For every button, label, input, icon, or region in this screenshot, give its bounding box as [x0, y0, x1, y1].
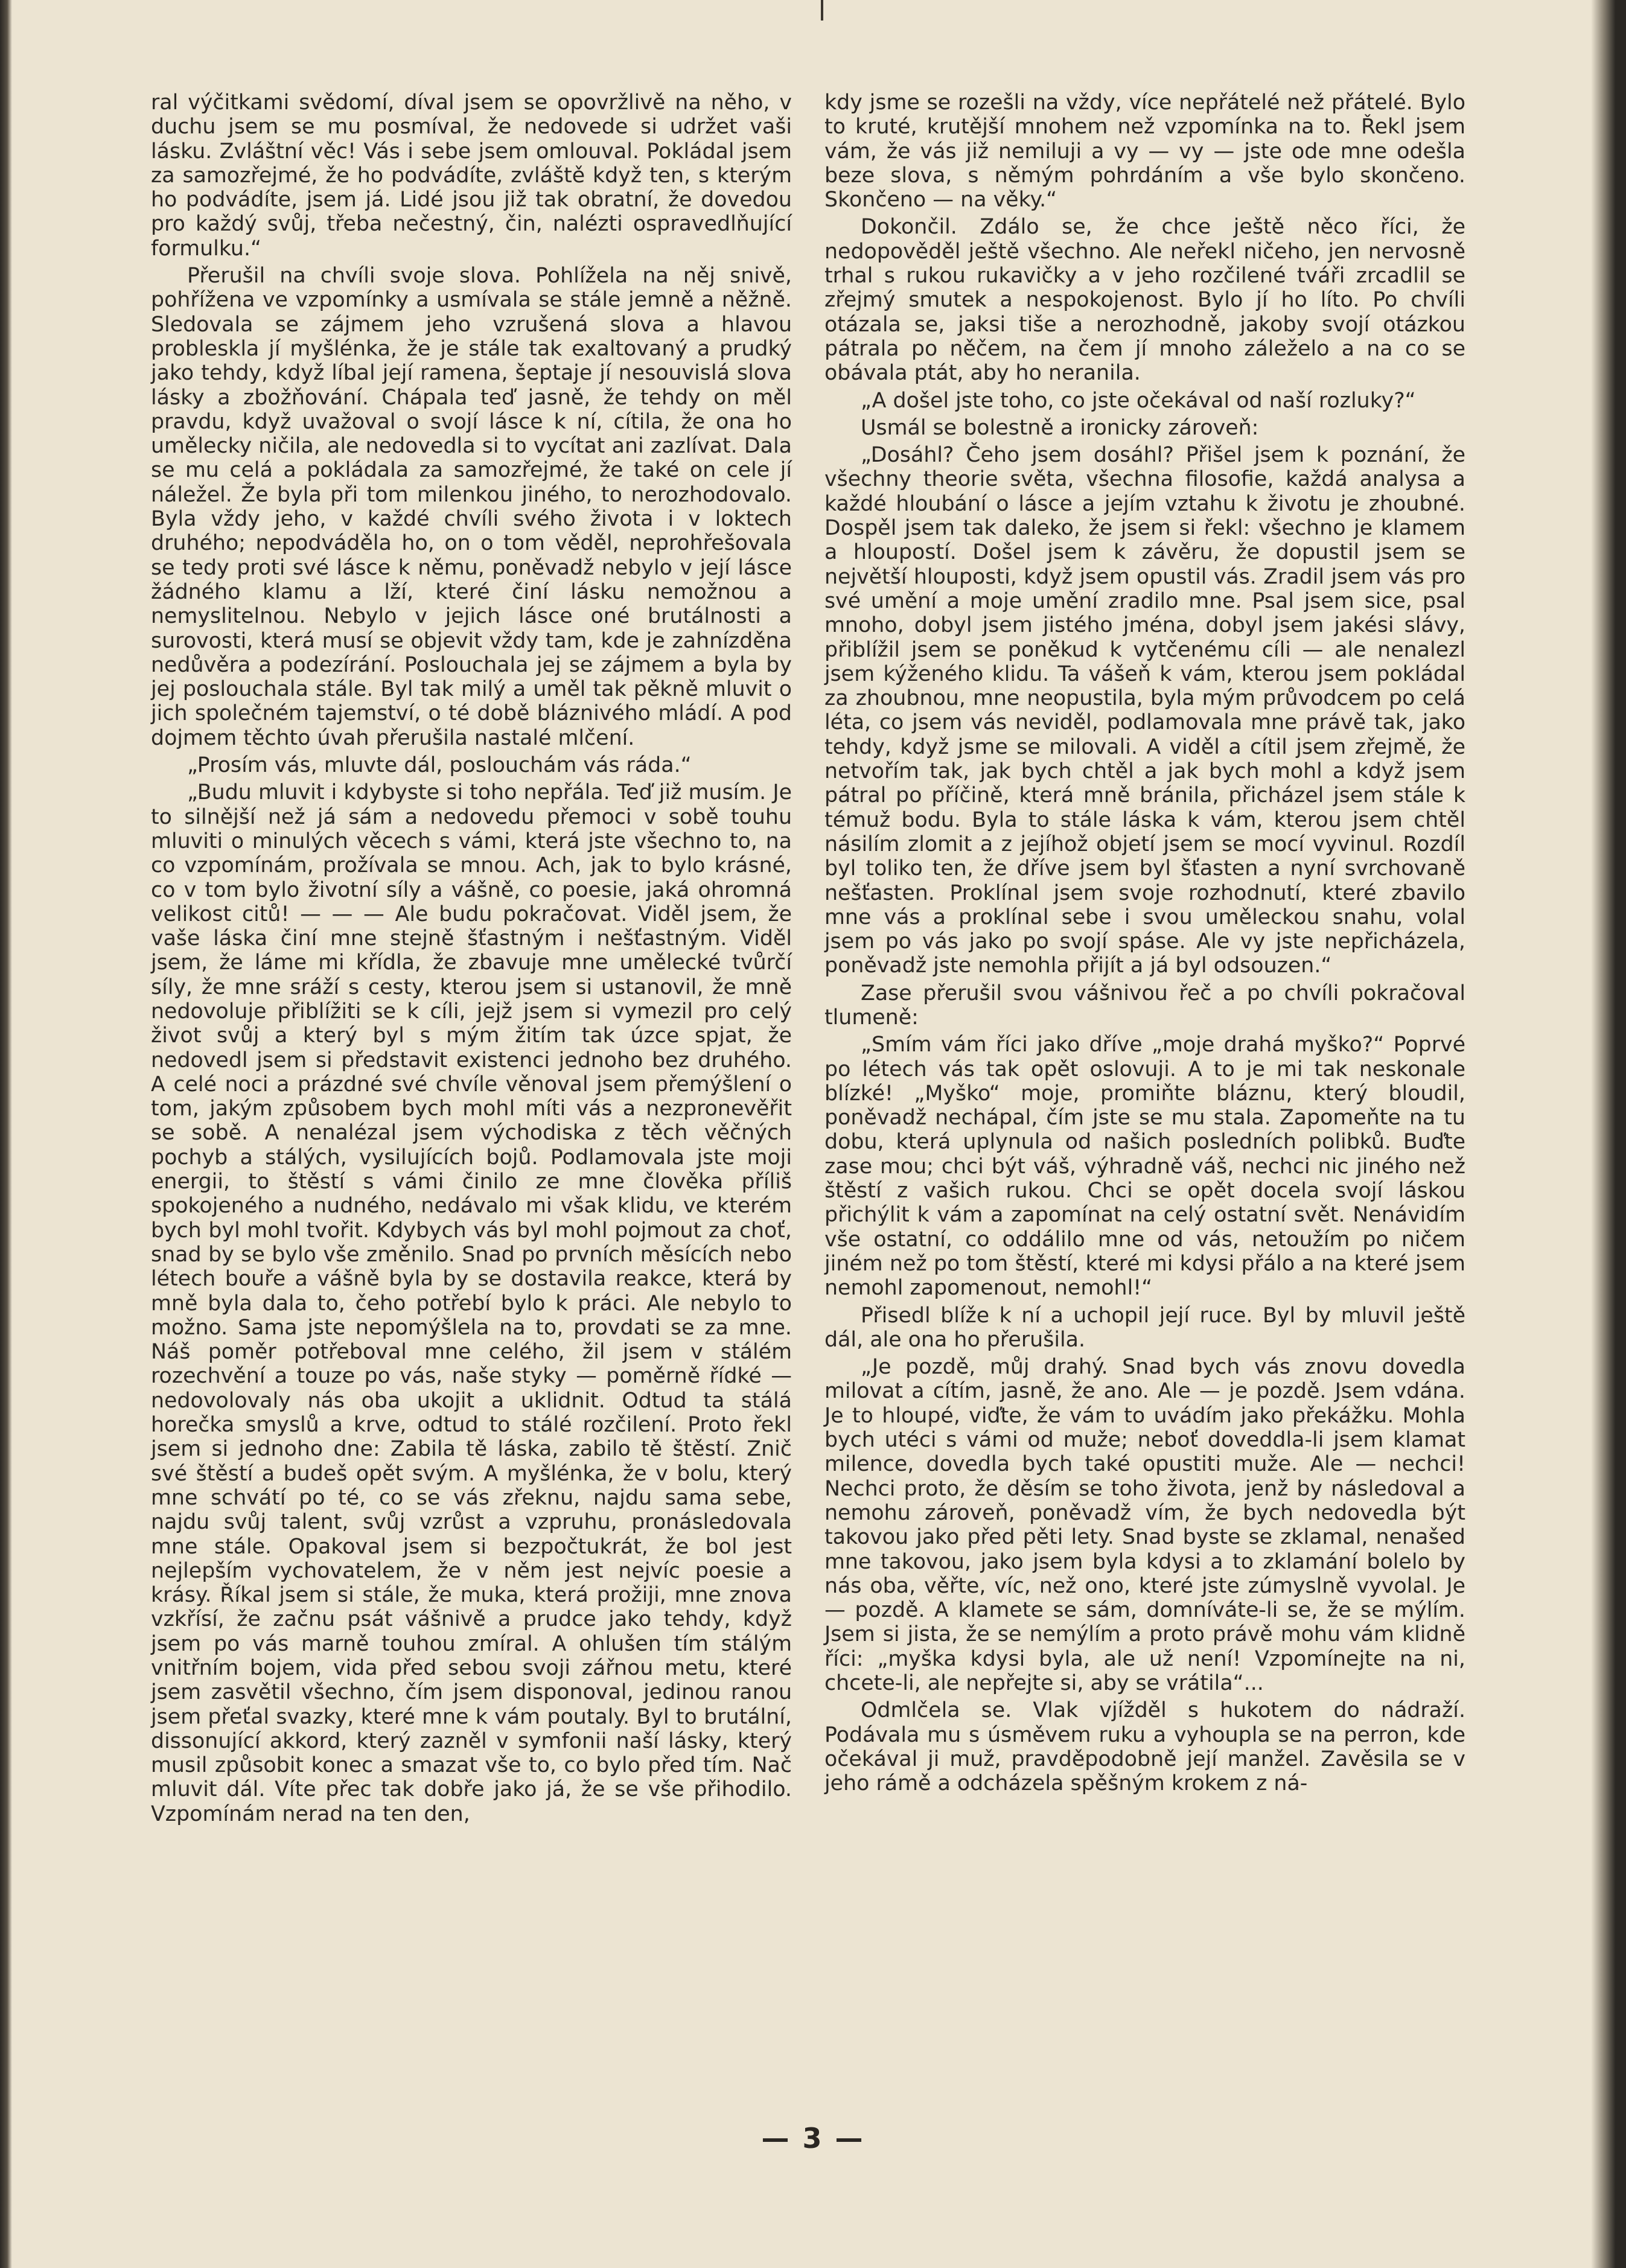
paragraph: „Je pozdě, můj drahý. Snad bych vás znovu dovedla milovat a cítím, jasně, že ano. Ale — je pozdě. Jsem vdána. Je to hloupé, viďte, že vám to uvádím jako překážku. Mohla bych utéci s vámi od muže; neboť doveddla-li jsem klamat milence, dovedla bych také opustiti muže. Ale — nechci! Nechci proto, že děsím se toho života, jenž by následoval a nemohu zároveň, poněvadž vím, že bych nedovedla být takovou jako před pěti lety. Snad byste se zklamal, nenašed mne takovou, jako jsem byla kdysi a to zklamání bolelo by nás oba, věřte, víc, než ono, které jste zúmyslně vyvolal. Je — pozdě. A klamete se sám, domníváte-li se, že se mýlím. Jsem si jista, že se nemýlím a proto právě mohu vám klidně říci: „myška kdysi byla, ale už není! Vzpomínejte na ni, chcete-li, ale nepřejte si, aby se vrátila“...: [824, 1355, 1465, 1695]
right-text-column: [824, 91, 1465, 1798]
paragraph: „Budu mluvit i kdybyste si toho nepřála. Teď již musím. Je to silnější než já sám a nedovedu přemoci v sobě touhu mluviti o minulých věcech s vámi, která jste všechno to, na co vzpomínám, prožívala se mnou. Ach, jak to bylo krásné, co v tom bylo životní síly a vášně, co poesie, jaká ohromná velikost citů! — — — Ale budu pokračovat. Viděl jsem, že vaše láska činí mne stejně šťastným i nešťastným. Viděl jsem, že láme mi křídla, že zbavuje mne umělecké tvůrčí síly, že mne sráží s cesty, kterou jsem si ustanovil, že mně nedovoluje přiblížiti se k cíli, jejž jsem si vymezil pro celý život svůj a který byl s mým žitím tak úzce spjat, že nedovedl jsem si představit existenci jednoho bez druhého. A celé noci a prázdné své chvíle věnoval jsem přemýšlení o tom, jakým způsobem bych mohl míti vás a nezpronevěřit se sobě. A nenalézal jsem východiska z těch věčných pochyb a stálých, vysilujících bojů. Podlamovala jste moji energii, to štěstí s vámi činilo ze mne člověka příliš spokojeného a nudného, nedávalo mi však klidu, ve kterém bych byl mohl tvořit. Kdybych vás byl mohl pojmout za choť, snad by se bylo vše změnilo. Snad po prvních měsících nebo létech bouře a vášně byla by se dostavila reakce, která by mně byla dala to, čeho potřebí bylo k práci. Ale nebylo to možno. Sama jste nepomýšlela na to, provdati se za mne. Náš poměr potřeboval mne celého, žil jsem v stálém rozechvění a touze po vás, naše styky — poměrně řídké — nedovolovaly nás oba ukojit a uklidnit. Odtud ta stálá horečka smyslů a krve, odtud to stálé rozčilení. Proto řekl jsem si jednoho dne: Zabila tě láska, zabilo tě štěstí. Znič své štěstí a budeš opět svým. A myšlénka, že v bolu, který mne schvátí po té, co se vás zřeknu, najdu sama sebe, najdu svůj talent, svůj vzrůst a vzpruhu, pronásledovala mne stále. Opakoval jsem si bezpočtukrát, že bol jest nejlepším vychovatelem, že v něm jest nejvíc poesie a krásy. Říkal jsem si stále, že muka, která prožiji, mne znova vzkřísí, že začnu psát vášnivě a prudce jako tehdy, když jsem po vás marně touhou zmíral. A ohlušen tím stálým vnitřním bojem, vida před sebou svoji zářnou metu, které jsem zasvětil všechno, čím jsem disponoval, jedinou ranou jsem přeťal svazky, které mne k vám poutaly. Byl to brutální, dissonující akkord, který zazněl v symfonii naší lásky, který musil způsobit konec a smazat vše to, co bylo před tím. Nač mluvit dál. Víte přec tak dobře jako já, že se vše přihodilo. Vzpomínám nerad na ten den,: [151, 780, 792, 1826]
left-text-column: [151, 91, 792, 1829]
page-number: — 3 —: [761, 2122, 865, 2155]
paragraph: Usmál se bolestně a ironicky zároveň:: [861, 415, 1259, 440]
paragraph: Přerušil na chvíli svoje slova. Pohlížela na něj snivě, pohřížena ve vzpomínky a usmívala se stále jemně a něžně. Sledovala se zájmem jeho vzrušená slova a hlavou probleskla jí myšlénka, že je stále tak exaltovaný a prudký jako tehdy, když líbal její ramena, šeptaje jí nesouvislá slova lásky a zbožňování. Chápala teď jasně, že tehdy on měl pravdu, když uvažoval o svojí lásce k ní, cítila, že ona ho umělecky ničila, ale nedovedla si to vycítat ani zazlívat. Dala se mu celá a pokládala za samozřejmé, že také on cele jí náležel. Že byla při tom milenkou jiného, to nerozhodovalo. Byla vždy jeho, v každé chvíli svého života i v loktech druhého; nepodváděla ho, on o tom věděl, neprohřešovala se tedy proti své lásce k němu, poněvadž nebylo v její lásce žádného klamu a lží, které činí lásku nemožnou a nemyslitelnou. Nebylo v jejich lásce oné brutálnosti a surovosti, která musí se objevit vždy tam, kde je zahnízděna nedůvěra a podezírání. Poslouchala jej se zájmem a byla by jej poslouchala stále. Byl tak milý a uměl tak pěkně mluvit o jich společném tajemství, o té době bláznivého mládí. A pod dojmem těchto úvah přerušila nastalé mlčení.: [151, 264, 792, 750]
paragraph: Přisedl blíže k ní a uchopil její ruce. Byl by mluvil ještě dál, ale ona ho přerušila.: [824, 1303, 1465, 1352]
paragraph: Dokončil. Zdálo se, že chce ještě něco říci, že nedopověděl ještě všechno. Ale neřekl ničeho, jen nervosně trhal s rukou rukavičky a v jeho rozčilené tváři zrcadlil se zřejmý smutek a nespokojenost. Bylo jí ho líto. Po chvíli otázala se, jaksi tiše a nerozhodně, jakoby svojí otázkou pátrala po něčem, na čem jí mnoho záleželo a na co se obávala ptát, aby ho neranila.: [824, 215, 1465, 386]
paragraph: kdy jsme se rozešli na vždy, více nepřátelé než přátelé. Bylo to kruté, krutější mnohem než vzpomínka na to. Řekl jsem vám, že vás již nemiluji a vy — vy — jste ode mne odešla beze slova, s němým pohrdáním a vše bylo skončeno. Skončeno — na věky.“: [824, 91, 1465, 212]
top-crop-mark: [821, 0, 823, 21]
paragraph: „Prosím vás, mluvte dál, poslouchám vás ráda.“: [187, 753, 692, 778]
paragraph: Odmlčela se. Vlak vjížděl s hukotem do nádraží. Podávala mu s úsměvem ruku a vyhoupla se na perron, kde očekával ji muž, pravděpodobně její manžel. Zavěsila se v jeho rámě a odcházela spěšným krokem z ná-: [824, 1698, 1465, 1796]
paragraph: „Dosáhl? Čeho jsem dosáhl? Přišel jsem k poznání, že všechny theorie světa, všechna filosofie, každá analysa a každé hloubání o lásce a jejím vztahu k životu je zhoubné. Dospěl jsem tak daleko, že jsem si řekl: všechno je klamem a hloupostí. Došel jsem k závěru, že dopustil jsem se největší hlouposti, když jsem opustil vás. Zradil jsem vás pro své umění a moje umění zradilo mne. Psal jsem sice, psal mnoho, dobyl jsem jistého jména, dobyl jsem jakési slávy, přiblížil jsem se poněkud k vytčenému cíli — ale nenalezl jsem kýženého klidu. Ta vášeň k vám, kterou jsem pokládal za zhoubnou, mne neopustila, byla mým průvodcem po celá léta, co jsem vás neviděl, podlamovala mne právě tak, jako tehdy, když jsme se milovali. A viděl a cítil jsem zřejmě, že netvořím tak, jak bych chtěl a jak bych mohl a když jsem pátral po příčině, která mně bránila, přicházel jsem stále k témuž bodu. Byla to stále láska k vám, kterou jsem chtěl násilím zlomit a z jejíhož objetí jsem se mocí vyvinul. Rozdíl byl toliko ten, že dříve jsem byl šťasten a nyní svrchovaně nešťasten. Proklínal jsem svoje rozhodnutí, které zbavilo mne vás a proklínal sebe i svou uměleckou snahu, volal jsem po vás jako po svojí spáse. Ale vy jste nepřicházela, poněvadž jste nemohla přijít a já byl odsouzen.“: [824, 443, 1465, 978]
paragraph: ral výčitkami svědomí, díval jsem se opovržlivě na něho, v duchu jsem se mu posmíval, že nedovede si udržet vaši lásku. Zvláštní věc! Vás i sebe jsem omlouval. Pokládal jsem za samozřejmé, že ho podvádíte, zvláště když ten, s kterým ho podvádíte, jsem já. Lidé jsou již tak obratní, že dovedou pro každý svůj, třeba nečestný, čin, nalézti ospravedlňující formulku.“: [151, 91, 792, 261]
paragraph: „Smím vám říci jako dříve „moje drahá myško?“ Poprvé po létech vás tak opět oslovuji. A to je mi tak neskonale blízké! „Myško“ moje, promiňte bláznu, který bloudil, poněvadž nechápal, čím jste se mu stala. Zapomeňte na tu dobu, která uplynula od našich posledních polibků. Buďte zase mou; chci být váš, výhradně váš, nechci nic jiného než štěstí z vašich rukou. Chci se opět docela svojí láskou přichýlit k vám a zapomínat na celý ostatní svět. Nenávidím vše ostatní, co oddálilo mne od vás, netoužím po ničem jiném než po tom štěstí, které mi kdysi přálo a na které jsem nemohl zapomenout, nemohl!“: [824, 1033, 1465, 1301]
binding-edge-right: [1591, 0, 1626, 2268]
binding-edge-left: [0, 0, 12, 2268]
paragraph: Zase přerušil svou vášnivou řeč a po chvíli pokračoval tlumeně:: [824, 981, 1465, 1030]
paragraph: „A došel jste toho, co jste očekával od naší rozluky?“: [861, 388, 1416, 413]
